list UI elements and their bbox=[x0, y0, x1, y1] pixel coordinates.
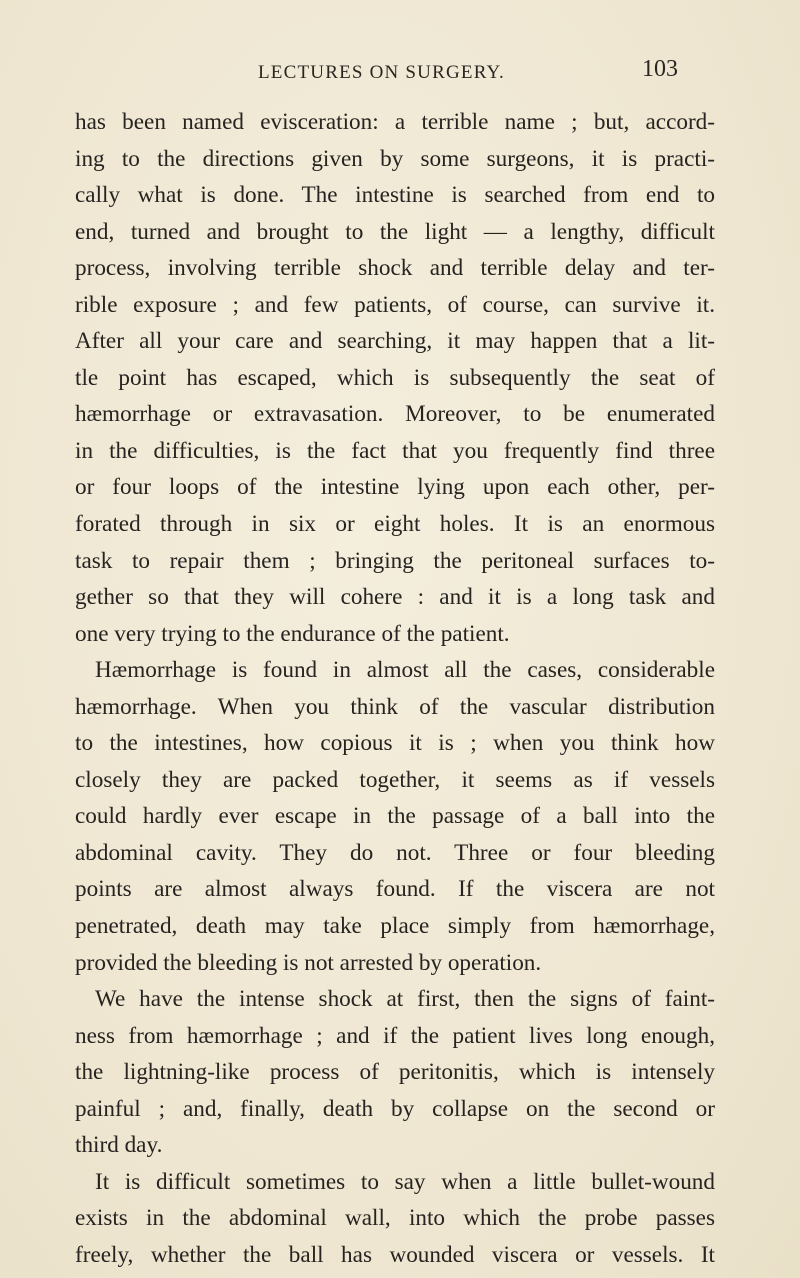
text-line: has been named evisceration: a terrible name ; but, accord- bbox=[75, 109, 715, 135]
text-line: hæmorrhage. When you think of the vascular distribution bbox=[75, 693, 715, 720]
text-line: or four loops of the intestine lying upon each other, per- bbox=[75, 474, 715, 501]
running-head: LECTURES ON SURGERY. bbox=[258, 62, 505, 83]
text-line: provided the bleeding is not arrested by operation. bbox=[75, 949, 542, 976]
text-line: abdominal cavity. They do not. Three or four bleeding bbox=[75, 839, 715, 866]
text-line: painful ; and, finally, death by collapse on the second or bbox=[75, 1095, 715, 1122]
body-text bbox=[75, 104, 715, 1274]
text-line: freely, whether the ball has wounded viscera or vessels. It bbox=[75, 1241, 715, 1268]
text-line: the lightning-like process of peritonitis, which is intensely bbox=[75, 1059, 715, 1086]
text-line: Hæmorrhage is found in almost all the cases, considerable bbox=[95, 657, 715, 684]
text-line: points are almost always found. If the viscera are not bbox=[75, 876, 715, 903]
text-line: end, turned and brought to the light — a lengthy, difficult bbox=[75, 218, 715, 245]
text-line: forated through in six or eight holes. It is an enormous bbox=[75, 511, 715, 538]
text-line: ing to the directions given by some surgeons, it is practi- bbox=[75, 145, 715, 172]
text-line: We have the intense shock at first, then the signs of faint- bbox=[95, 986, 715, 1013]
text-line: hæmorrhage or extravasation. Moreover, to be enumerated bbox=[75, 401, 715, 428]
text-line: rible exposure ; and few patients, of course, can survive it. bbox=[75, 291, 715, 318]
text-line: exists in the abdominal wall, into which the probe passes bbox=[75, 1205, 715, 1232]
text-line: third day. bbox=[75, 1132, 163, 1159]
text-line: process, involving terrible shock and terrible delay and ter- bbox=[75, 255, 715, 282]
text-line: in the difficulties, is the fact that you frequently find three bbox=[75, 437, 715, 464]
text-line: to the intestines, how copious it is ; when you think how bbox=[75, 730, 715, 757]
text-line: tle point has escaped, which is subsequently the seat of bbox=[75, 364, 715, 391]
text-line: closely they are packed together, it seems as if vessels bbox=[75, 766, 715, 793]
text-line: task to repair them ; bringing the peritoneal surfaces to- bbox=[75, 547, 715, 574]
text-line: could hardly ever escape in the passage of a ball into the bbox=[75, 803, 715, 830]
text-line: cally what is done. The intestine is searched from end to bbox=[75, 182, 715, 209]
text-line: penetrated, death may take place simply from hæmorrhage, bbox=[75, 913, 715, 940]
text-line: After all your care and searching, it may happen that a lit- bbox=[75, 328, 715, 355]
text-line: It is difficult sometimes to say when a little bullet-wound bbox=[95, 1168, 715, 1195]
text-line: ness from hæmorrhage ; and if the patient lives long enough, bbox=[75, 1022, 715, 1049]
text-line: one very trying to the endurance of the patient. bbox=[75, 620, 510, 647]
page-number: 103 bbox=[642, 56, 678, 82]
text-line: gether so that they will cohere : and it is a long task and bbox=[75, 584, 715, 611]
